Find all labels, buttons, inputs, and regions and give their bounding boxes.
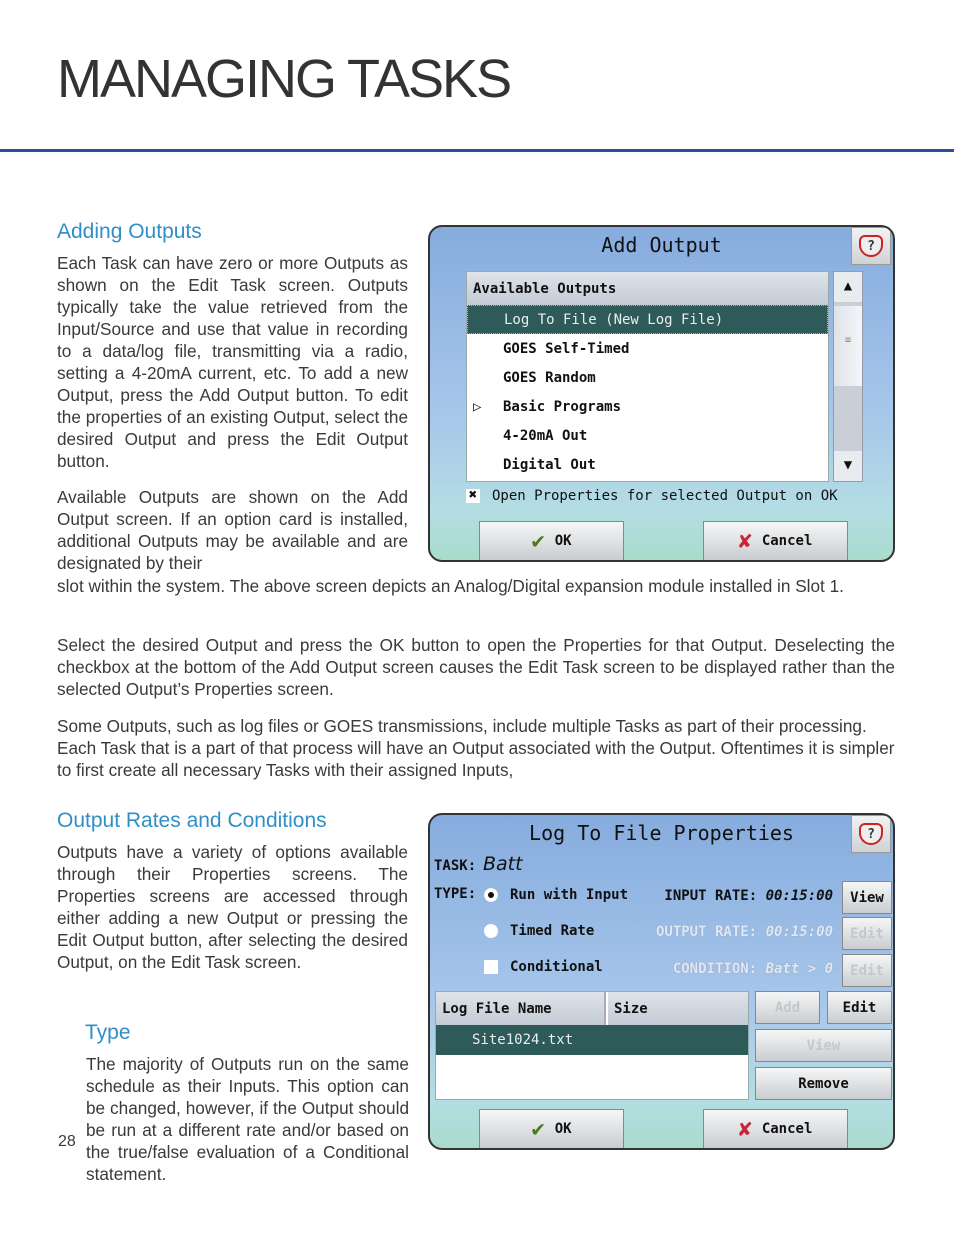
cancel-label: Cancel — [761, 533, 813, 549]
conditional-checkbox[interactable] — [484, 960, 498, 974]
help-icon: ? — [859, 823, 883, 845]
output-rate-value: 00:15:00 — [765, 924, 833, 940]
list-item-label: Basic Programs — [503, 398, 622, 415]
open-properties-checkbox[interactable]: ✖ — [466, 489, 480, 503]
edit-output-rate-button[interactable]: Edit — [842, 917, 892, 950]
scroll-up-arrow-icon[interactable]: ▲ — [834, 272, 862, 302]
section-heading-output-rates: Output Rates and Conditions — [57, 809, 327, 832]
ok-label: OK — [554, 533, 572, 549]
view-input-rate-button[interactable]: View — [842, 881, 892, 914]
scrollbar-thumb[interactable]: ≡ — [834, 306, 862, 386]
input-rate-label: INPUT RATE: — [664, 888, 758, 904]
help-button[interactable] — [851, 227, 891, 265]
list-item[interactable]: GOES Self-Timed — [503, 340, 630, 357]
ok-label: OK — [554, 1121, 572, 1137]
log-to-file-properties-dialog — [428, 813, 895, 1150]
run-with-input-radio[interactable] — [484, 888, 498, 902]
view-file-button[interactable]: View — [755, 1029, 892, 1062]
expand-arrow-icon[interactable]: ▷ — [473, 398, 482, 415]
checkmark-icon: ✔ — [531, 1116, 545, 1142]
page-number: 28 — [58, 1133, 76, 1150]
conditional-label: Conditional — [510, 959, 603, 975]
ok-button[interactable] — [479, 521, 624, 561]
available-outputs-list[interactable] — [466, 271, 829, 482]
paragraph: The majority of Outputs run on the same schedule as their Inputs. This option can be changed, however, if the Output should be run at a different rate and/or based on the true/false evaluation of a Conditional statement. — [86, 1054, 409, 1184]
help-button[interactable] — [851, 815, 891, 853]
timed-rate-label: Timed Rate — [510, 923, 595, 939]
paragraph: Some Outputs, such as log files or GOES transmissions, include multiple Tasks as part of their processing. Each Task that is a part of that process will have an Output associated with the Output. Oftentimes it is simpler to first create all necessary Tasks with their assigned Inputs, — [57, 716, 895, 780]
output-rate — [656, 924, 833, 940]
title-divider — [0, 149, 954, 152]
log-file-table[interactable] — [435, 991, 749, 1100]
cancel-button[interactable] — [703, 1109, 848, 1149]
task-label: TASK: — [434, 858, 477, 874]
x-icon: ✘ — [738, 528, 752, 554]
condition-value: Batt > 0 — [765, 961, 833, 977]
paragraph: Each Task can have zero or more Outputs as shown on the Edit Task screen. Outputs typically take the value retrieved from the Input/Source and use that value in recording to a data/log file, transmitting via a radio, setting a 4-20mA current, etc. To add a new Output, press the Add Output button. To edit the properties of an existing Output, select the desired Output and press the Edit Output button. — [57, 253, 408, 471]
list-item[interactable]: GOES Random — [503, 369, 596, 386]
page-title: MANAGING TASKS — [57, 49, 511, 109]
x-icon: ✘ — [738, 1116, 752, 1142]
help-icon: ? — [859, 235, 883, 257]
table-row[interactable]: Site1024.txt — [436, 1025, 748, 1055]
scrollbar[interactable] — [833, 271, 863, 482]
input-rate — [664, 888, 833, 904]
list-item[interactable]: Digital Out — [503, 456, 596, 473]
timed-rate-radio[interactable] — [484, 924, 498, 938]
section-heading-adding-outputs: Adding Outputs — [57, 220, 202, 243]
type-label: TYPE: — [434, 886, 477, 902]
list-item[interactable] — [467, 392, 828, 421]
condition — [673, 961, 833, 977]
dialog-title: Add Output — [601, 233, 722, 257]
add-file-button[interactable]: Add — [755, 991, 820, 1024]
subheading-type: Type — [85, 1021, 131, 1044]
input-rate-value: 00:15:00 — [765, 888, 833, 904]
task-value: Batt — [483, 853, 523, 875]
ok-button[interactable] — [479, 1109, 624, 1149]
list-header: Available Outputs — [467, 272, 828, 305]
remove-file-button[interactable]: Remove — [755, 1067, 892, 1100]
paragraph: Available Outputs are shown on the Add Output screen. If an option card is installed, additional Outputs may be available and are designated by their — [57, 487, 408, 573]
run-with-input-label: Run with Input — [510, 887, 629, 903]
paragraph: Select the desired Output and press the OK button to open the Properties for that Output. Deselecting the checkbox at the bottom of the Add Output screen causes the Edit Task screen to be displayed rather than the selected Output’s Properties screen. — [57, 635, 895, 699]
dialog-title: Log To File Properties — [529, 821, 794, 845]
edit-condition-button[interactable]: Edit — [842, 954, 892, 987]
list-item[interactable]: Log To File (New Log File) — [467, 305, 828, 334]
column-header-size[interactable]: Size — [608, 992, 748, 1025]
add-output-dialog — [428, 225, 895, 562]
column-header-log-file-name[interactable]: Log File Name — [436, 992, 606, 1025]
cancel-button[interactable] — [703, 521, 848, 561]
paragraph: Outputs have a variety of options available through their Properties screens. The Properties screens are accessed through either adding a new Output or pressing the Edit Output button, after selecting the desired Output, on the Edit Task screen. — [57, 842, 408, 972]
list-item[interactable]: 4-20mA Out — [503, 427, 588, 444]
condition-label: CONDITION: — [672, 961, 758, 977]
scroll-down-arrow-icon[interactable]: ▼ — [834, 451, 862, 481]
edit-file-button[interactable]: Edit — [827, 991, 892, 1024]
paragraph: slot within the system. The above screen depicts an Analog/Digital expansion module installed in Slot 1. — [57, 576, 844, 596]
checkmark-icon: ✔ — [531, 528, 545, 554]
checkbox-label: Open Properties for selected Output on OK — [492, 488, 838, 504]
output-rate-label: OUTPUT RATE: — [655, 924, 758, 940]
cancel-label: Cancel — [761, 1121, 813, 1137]
